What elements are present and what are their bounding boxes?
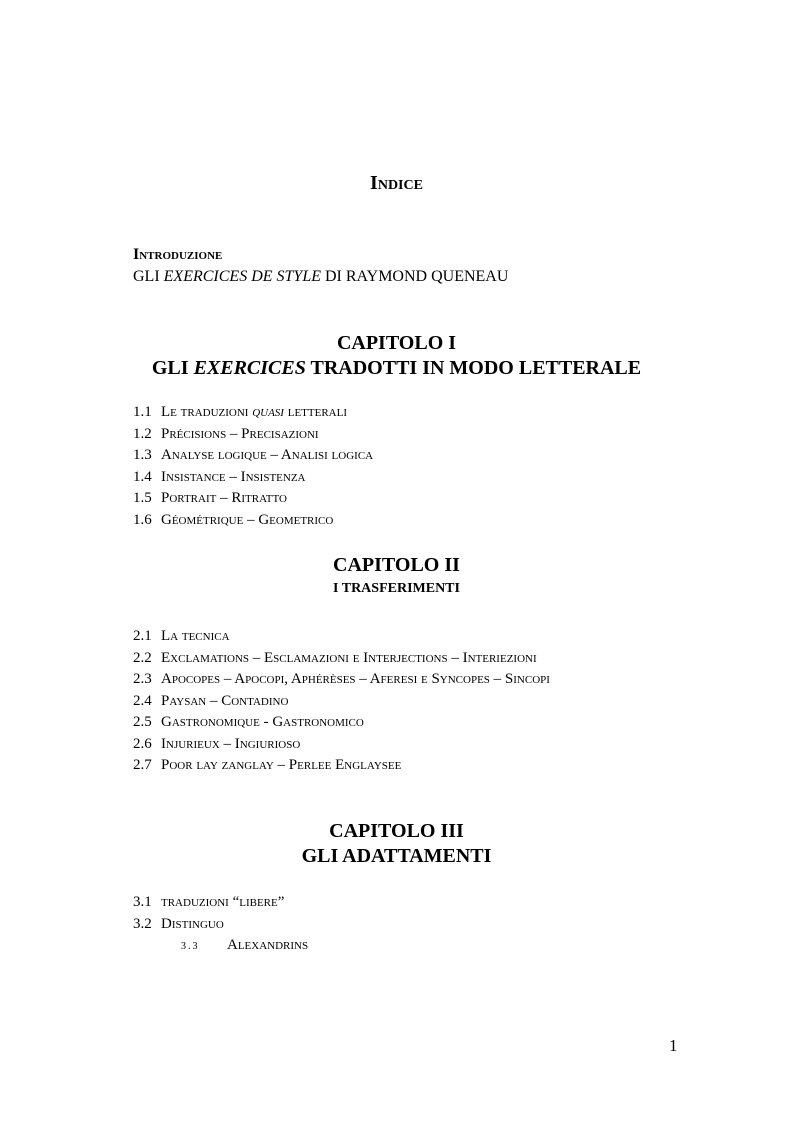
page-number: 1: [669, 1036, 678, 1055]
toc-item-number: 2.7: [133, 757, 152, 773]
toc-item-text: Le traduzioni: [161, 404, 253, 420]
toc-item-text: La tecnica: [161, 628, 230, 644]
page-title: Indice: [370, 172, 423, 194]
toc-item-number: 3.1: [133, 894, 152, 910]
toc-item-number: 2.2: [133, 649, 152, 666]
toc-item-text: Gastronomique - Gastronomico: [161, 714, 364, 730]
toc-item-number: 1.3: [133, 447, 152, 463]
toc-item-number: 1.1: [133, 404, 152, 420]
toc-item: [133, 648, 550, 670]
toc-item-number: 1.2: [133, 425, 152, 442]
toc-item-number: 2.5: [133, 714, 152, 730]
toc-item-number: 3.2: [133, 915, 152, 932]
toc-item-number: 2.4: [133, 692, 152, 709]
toc-item-number: 1.6: [133, 511, 152, 528]
toc-item-italic: quasi: [252, 404, 284, 420]
introduction-label: Introduzione: [133, 246, 223, 263]
introduction-line: [133, 266, 508, 288]
toc-item: [133, 424, 373, 446]
introduction-section: [133, 244, 508, 288]
toc-item-number: 1.5: [133, 490, 152, 506]
toc-item-text: Apocopes – Apocopi, Aphérèses – Aferesi e Syncopes – Sincopi: [161, 671, 550, 687]
toc-item-text: Analyse logique – Analisi logica: [161, 447, 374, 463]
toc-item-number: 2.3: [133, 671, 152, 687]
toc-item-text: Distinguo: [161, 915, 224, 932]
toc-item: [133, 626, 550, 648]
chapter-2-list: [133, 626, 550, 777]
intro-text-pre: GLI: [133, 268, 164, 285]
chapter-3-list: [133, 892, 308, 958]
toc-item-text: Alexandrins: [227, 937, 309, 953]
chapter-1-subtitle-pre: GLI: [151, 357, 194, 379]
toc-item-text: Insistance – Insistenza: [161, 468, 306, 485]
toc-item: [133, 734, 550, 756]
toc-item-text: Portrait – Ritratto: [161, 490, 287, 506]
toc-item: [133, 669, 550, 691]
toc-item-number: 2.6: [133, 735, 152, 752]
toc-item-text: Injurieux – Ingiurioso: [161, 735, 301, 752]
toc-item-text-post: letterali: [283, 404, 347, 420]
toc-item: [133, 914, 308, 936]
toc-item: [133, 445, 373, 467]
toc-item: [133, 488, 373, 510]
chapter-3-heading: CAPITOLO III: [329, 820, 464, 842]
chapter-1-subtitle-italic: EXERCICES: [193, 357, 306, 379]
chapter-1-subtitle: [0, 356, 793, 380]
toc-item-text: traduzioni “libere”: [161, 894, 285, 910]
toc-item: [133, 691, 550, 713]
intro-text-italic: EXERCICES DE STYLE: [163, 268, 321, 285]
toc-item: [133, 510, 373, 532]
toc-item-text: Poor lay zanglay – Perlee Englaysee: [161, 757, 402, 773]
chapter-1-subtitle-post: TRADOTTI IN MODO LETTERALE: [305, 357, 642, 379]
chapter-2-subtitle: I TRASFERIMENTI: [333, 581, 460, 596]
toc-item: [133, 467, 373, 489]
toc-item: [133, 892, 308, 914]
toc-item-number: 3.3: [181, 941, 200, 952]
chapter-2-heading: CAPITOLO II: [333, 554, 460, 576]
toc-item: [133, 712, 550, 734]
toc-item-text: Paysan – Contadino: [161, 692, 289, 709]
toc-item-text: Précisions – Precisazioni: [161, 425, 319, 442]
toc-item-text: Géométrique – Geometrico: [161, 511, 334, 528]
chapter-1-heading: CAPITOLO I: [336, 332, 457, 354]
toc-item-number: 1.4: [133, 468, 152, 485]
toc-item-text: Exclamations – Esclamazioni e Interjections – Interiezioni: [161, 649, 537, 666]
chapter-3-subtitle: GLI ADATTAMENTI: [301, 845, 492, 867]
toc-item-number: 2.1: [133, 628, 152, 644]
chapter-1-list: [133, 402, 373, 531]
toc-item: [133, 755, 550, 777]
toc-item: [133, 935, 308, 958]
toc-item: [133, 402, 373, 424]
intro-text-post: DI RAYMOND QUENEAU: [321, 268, 509, 285]
